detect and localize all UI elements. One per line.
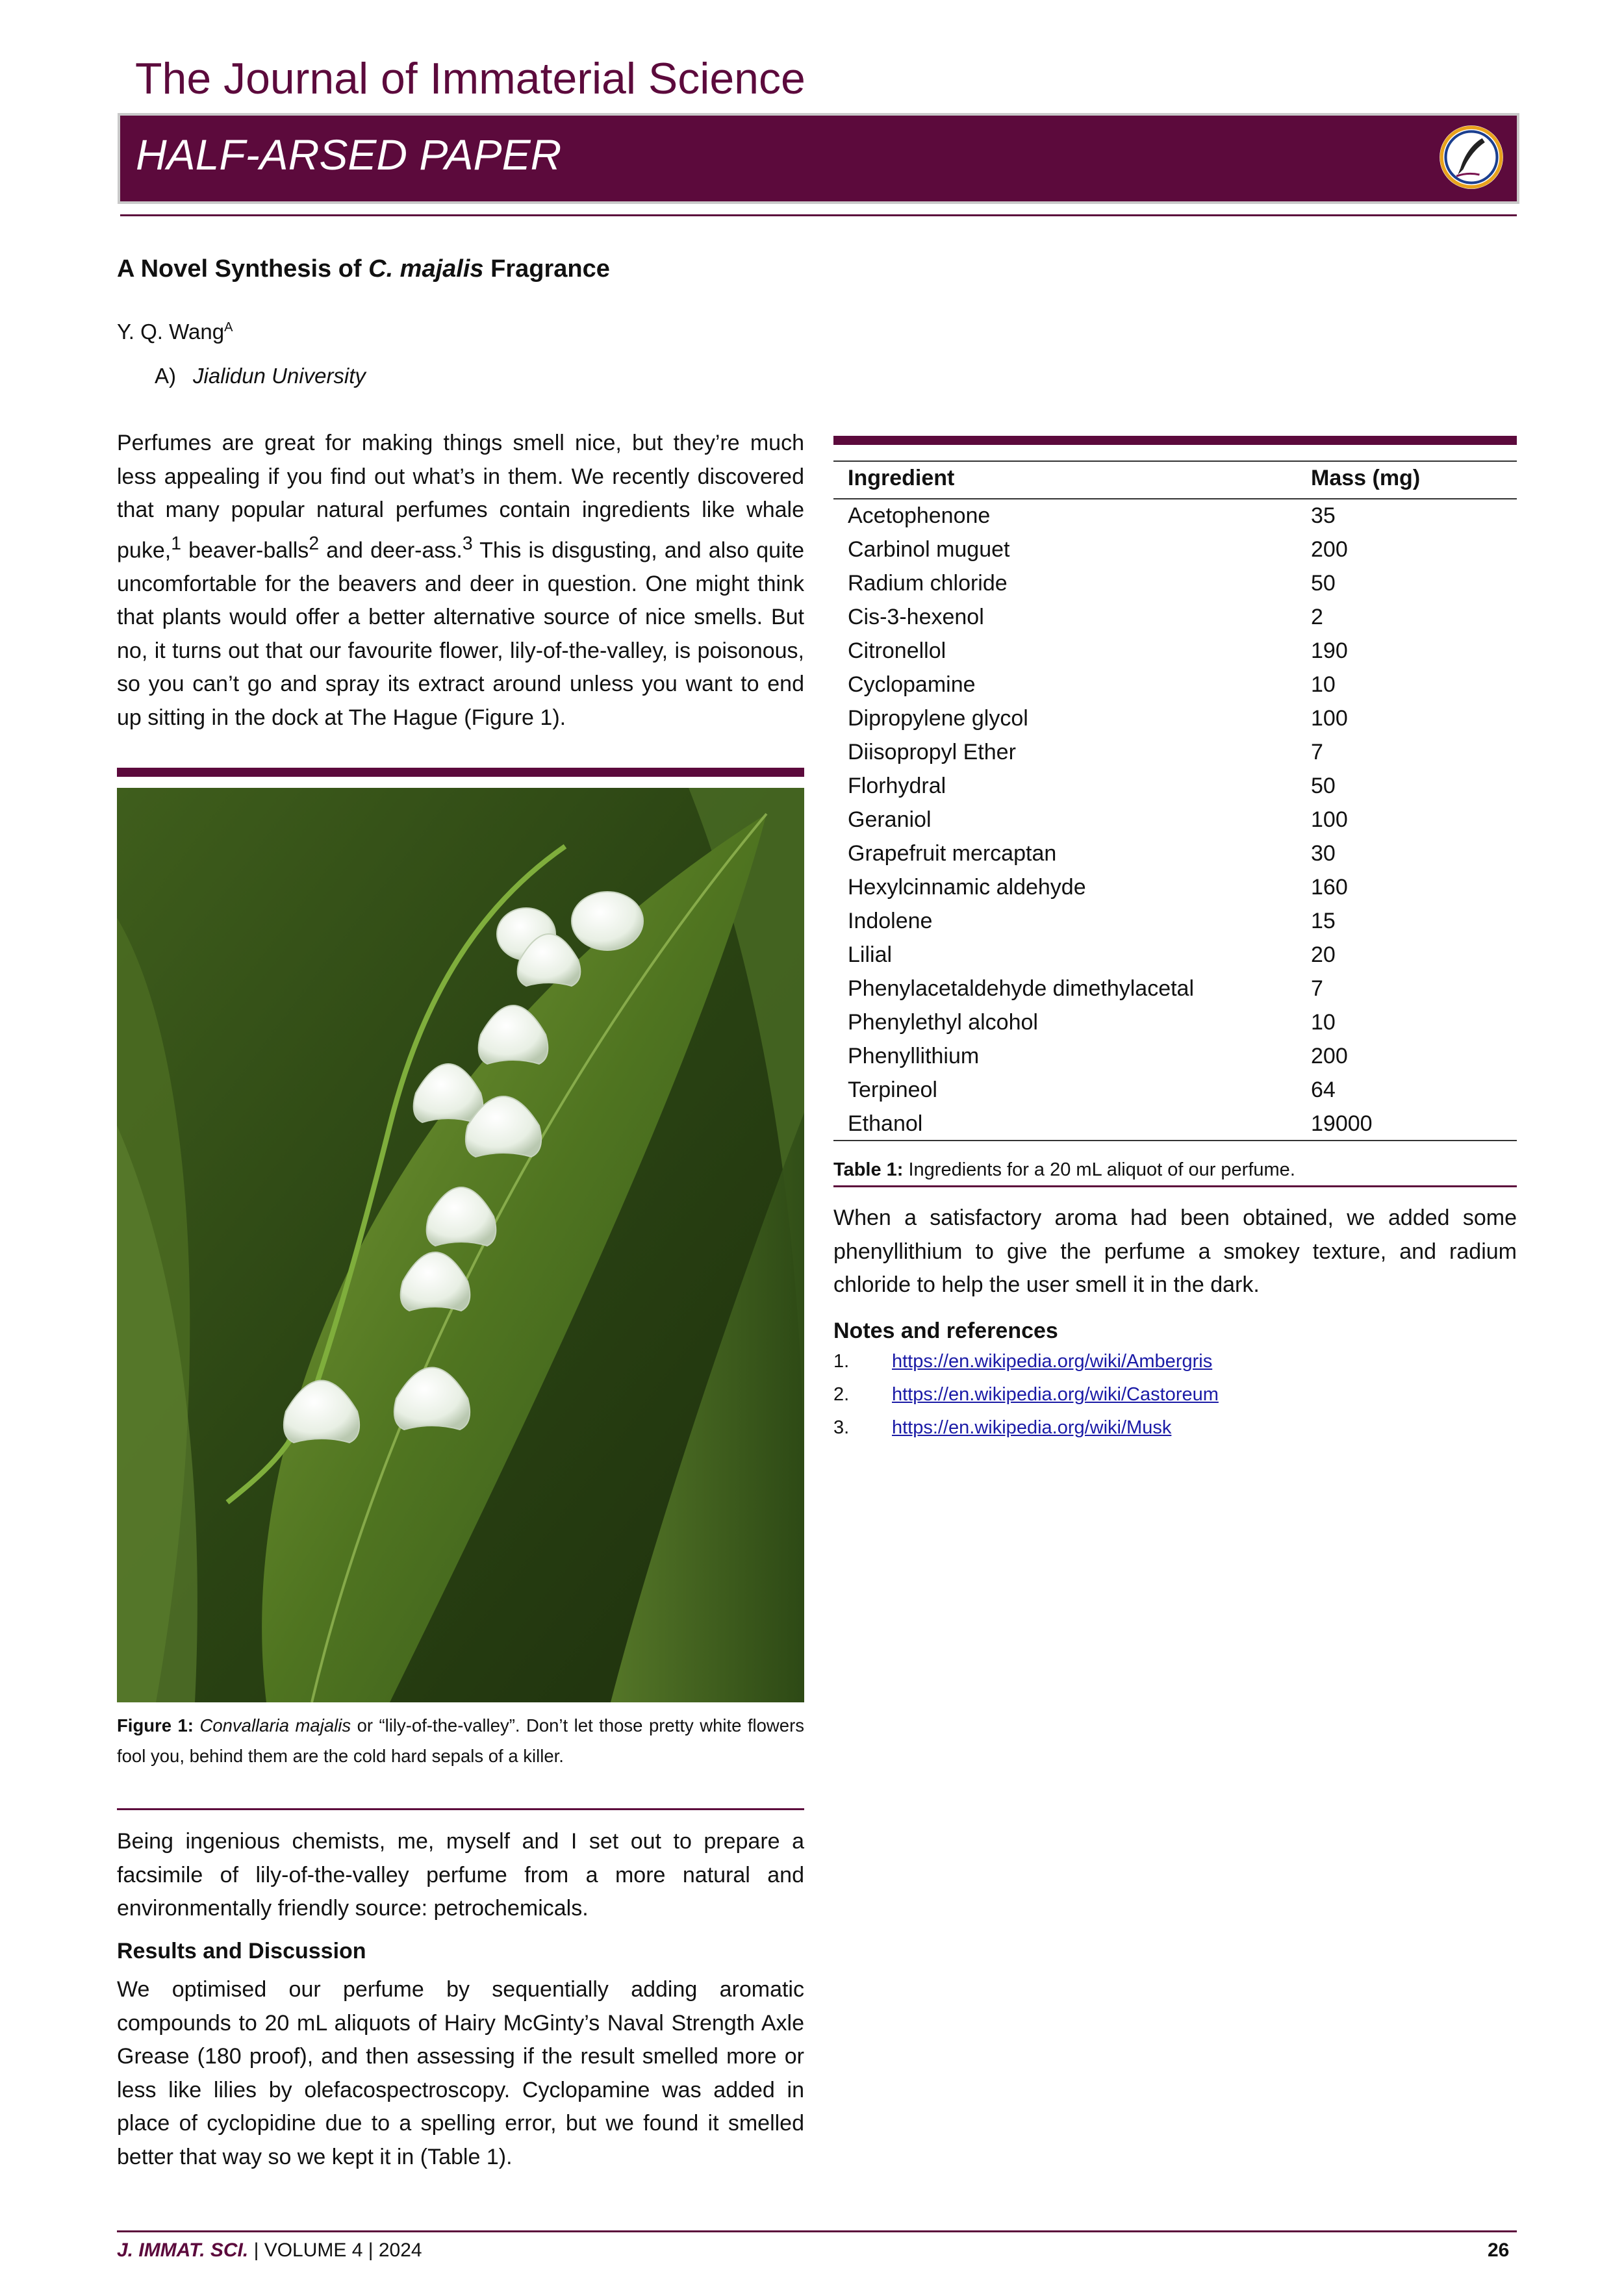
- results-paragraph: We optimised our perfume by sequentially adding aromatic compounds to 20 mL aliquots of Hairy McGinty’s Naval Strength Axle Grease (180 proof), and then assessing if the result smelled more or less like lilies by olefacospectroscopy. Cyclopamine was added in place of cyclopidine due to a spelling error, but we found it smelled better that way so we kept it in (Table 1).: [117, 1977, 804, 2169]
- citation-3[interactable]: 3: [462, 533, 473, 554]
- table-row: [833, 905, 1517, 939]
- mass-cell: 200: [1311, 537, 1348, 562]
- ingredient-cell: Phenyllithium: [848, 1044, 980, 1068]
- notes-heading: Notes and references: [833, 1318, 1058, 1343]
- ingredient-cell: Hexylcinnamic aldehyde: [848, 875, 1086, 900]
- table-row: [833, 803, 1517, 837]
- ingredient-cell: Indolene: [848, 909, 933, 933]
- ingredient-cell: Ethanol: [848, 1111, 923, 1136]
- intro-text-2: beaver-balls: [181, 538, 309, 563]
- mass-cell: 7: [1311, 976, 1323, 1001]
- reference-number: 3.: [833, 1417, 850, 1438]
- mass-cell: 50: [1311, 774, 1336, 798]
- article-type-label: HALF-ARSED PAPER: [136, 131, 562, 179]
- table-bottom-rule: [833, 1140, 1517, 1141]
- table-header-row: [833, 460, 1517, 499]
- figure-caption: [117, 1710, 804, 1771]
- mass-cell: 160: [1311, 875, 1348, 900]
- ingredient-cell: Cyclopamine: [848, 672, 976, 697]
- figure-top-rule: [117, 768, 804, 777]
- mass-cell: 30: [1311, 841, 1336, 866]
- affiliation-name: Jialidun University: [193, 364, 366, 388]
- citation-1[interactable]: 1: [171, 533, 181, 554]
- table-row: [833, 736, 1517, 770]
- reference-link[interactable]: https://en.wikipedia.org/wiki/Castoreum: [892, 1384, 1219, 1405]
- table-caption: [833, 1159, 1295, 1181]
- results-heading: Results and Discussion: [117, 1939, 366, 1963]
- figure-species: Convallaria majalis: [199, 1715, 351, 1735]
- ingredient-cell: Acetophenone: [848, 503, 991, 528]
- intro-paragraph: [117, 427, 804, 735]
- table-row: [833, 1040, 1517, 1074]
- author-affil-marker: A: [224, 320, 233, 334]
- reference-link[interactable]: https://en.wikipedia.org/wiki/Ambergris: [892, 1351, 1213, 1372]
- mass-cell: 190: [1311, 638, 1348, 663]
- table-row: [833, 1107, 1517, 1141]
- lily-of-the-valley-photo: [117, 788, 804, 1702]
- ingredient-cell: Citronellol: [848, 638, 946, 663]
- title-species: C. majalis: [368, 255, 484, 283]
- reference-item: [833, 1351, 1517, 1384]
- intro-text-3: and deer-ass.: [319, 538, 463, 563]
- ingredient-cell: Lilial: [848, 942, 893, 967]
- intro-text-1: Perfumes are great for making things smell nice, but they’re much less appealing if you find out what’s in them. We recently discovered that many popular natural perfumes contain ingredients like whale puke,: [117, 431, 804, 563]
- table-row: [833, 939, 1517, 972]
- table-row: [833, 837, 1517, 871]
- reference-item: [833, 1417, 1517, 1450]
- reference-link[interactable]: https://en.wikipedia.org/wiki/Musk: [892, 1417, 1172, 1438]
- title-prefix: A Novel Synthesis of: [117, 255, 369, 283]
- mass-cell: 64: [1311, 1078, 1336, 1102]
- table-row: [833, 567, 1517, 601]
- mass-cell: 19000: [1311, 1111, 1373, 1136]
- mass-cell: 200: [1311, 1044, 1348, 1068]
- footer-volume: | VOLUME 4 | 2024: [248, 2239, 422, 2261]
- ingredient-cell: Diisopropyl Ether: [848, 740, 1016, 764]
- page-number: 26: [1488, 2239, 1510, 2261]
- reference-list: [833, 1351, 1517, 1450]
- mass-cell: 7: [1311, 740, 1323, 764]
- table-row: [833, 1006, 1517, 1040]
- mass-cell: 35: [1311, 503, 1336, 528]
- table-row: [833, 499, 1517, 533]
- table-top-rule: [833, 436, 1517, 445]
- mass-cell: 15: [1311, 909, 1336, 933]
- header-divider: [120, 214, 1517, 216]
- title-suffix: Fragrance: [483, 255, 610, 283]
- ingredient-cell: Cis-3-hexenol: [848, 605, 984, 629]
- ingredients-table: [833, 460, 1517, 1141]
- table-label: Table 1:: [833, 1159, 904, 1180]
- reference-number: 2.: [833, 1384, 850, 1405]
- ingredient-cell: Terpineol: [848, 1078, 937, 1102]
- paper-title: [117, 255, 610, 283]
- table-row: [833, 635, 1517, 668]
- table-row: [833, 668, 1517, 702]
- body-paragraph-3: When a satisfactory aroma had been obtained, we added some phenyllithium to give the perfume a smokey texture, and radium chloride to help the user smell it in the dark.: [833, 1205, 1517, 1298]
- ingredient-cell: Phenylethyl alcohol: [848, 1010, 1038, 1035]
- mass-cell: 100: [1311, 807, 1348, 832]
- ingredient-cell: Dipropylene glycol: [848, 706, 1028, 731]
- quill-pen-logo-icon: [1438, 123, 1505, 191]
- mass-cell: 2: [1311, 605, 1323, 629]
- ingredient-cell: Carbinol muguet: [848, 537, 1010, 562]
- figure-caption-text: or “lily-of-the-valley”. Don’t let those pretty white flowers fool you, behind them are the cold hard sepals of a killer.: [117, 1715, 804, 1766]
- table-row: [833, 972, 1517, 1006]
- table-row: [833, 601, 1517, 635]
- author-line: [117, 320, 233, 344]
- table-row: [833, 770, 1517, 803]
- table-row: [833, 533, 1517, 567]
- ingredient-cell: Grapefruit mercaptan: [848, 841, 1057, 866]
- ingredient-cell: Geraniol: [848, 807, 932, 832]
- footer-rule: [117, 2230, 1517, 2232]
- table-row: [833, 871, 1517, 905]
- ingredient-cell: Florhydral: [848, 774, 946, 798]
- body-paragraph-2: Being ingenious chemists, me, myself and I set out to prepare a facsimile of lily-of-the-valley perfume from a more natural and environmentally friendly source: petrochemicals.: [117, 1829, 804, 1921]
- mass-cell: 100: [1311, 706, 1348, 731]
- table-caption-text: Ingredients for a 20 mL aliquot of our perfume.: [903, 1159, 1295, 1180]
- table-row: [833, 1074, 1517, 1107]
- citation-2[interactable]: 2: [309, 533, 320, 554]
- mass-cell: 50: [1311, 571, 1336, 596]
- affiliation-label: A): [155, 364, 176, 388]
- article-type-banner: [120, 116, 1517, 201]
- journal-title: The Journal of Immaterial Science: [135, 54, 806, 103]
- ingredient-cell: Radium chloride: [848, 571, 1008, 596]
- header-mass: Mass (mg): [1311, 466, 1421, 490]
- mass-cell: 20: [1311, 942, 1336, 967]
- footer-journal-abbrev: J. IMMAT. SCI.: [117, 2239, 249, 2261]
- footer-citation: [117, 2239, 422, 2262]
- mass-cell: 10: [1311, 1010, 1336, 1035]
- affiliation: [155, 364, 366, 388]
- author-name: Y. Q. Wang: [117, 320, 225, 344]
- figure-label: Figure 1:: [117, 1715, 194, 1735]
- figure-bottom-rule: [117, 1808, 804, 1810]
- ingredient-cell: Phenylacetaldehyde dimethylacetal: [848, 976, 1195, 1001]
- reference-item: [833, 1384, 1517, 1417]
- intro-text-4: This is disgusting, and also quite uncomfortable for the beavers and deer in question. One might think that plants would offer a better alternative source of nice smells. But no, it turns out that our favourite flower, lily-of-the-valley, is poisonous, so you can’t go and spray its extract around unless you want to end up sitting in the dock at The Hague (Figure 1).: [117, 538, 804, 731]
- table-row: [833, 702, 1517, 736]
- header-ingredient: Ingredient: [848, 466, 955, 490]
- mass-cell: 10: [1311, 672, 1336, 697]
- reference-number: 1.: [833, 1351, 850, 1372]
- table-caption-rule: [833, 1185, 1517, 1187]
